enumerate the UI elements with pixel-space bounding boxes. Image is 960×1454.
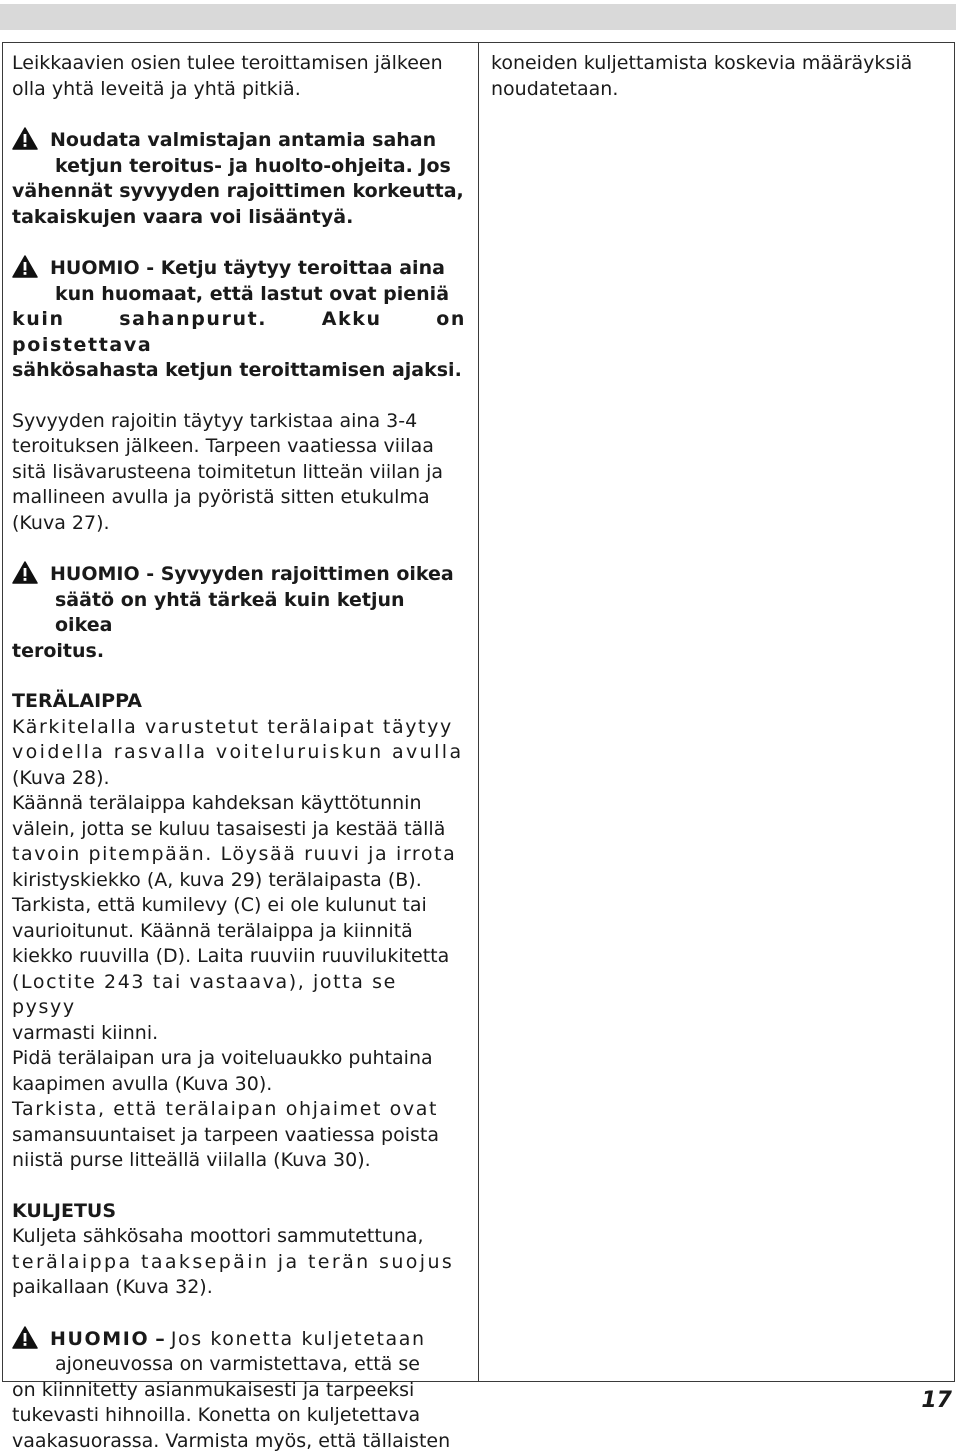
top-header-bar: [0, 4, 956, 30]
text-line: Käännä terälaippa kahdeksan käyttötunnin: [12, 791, 466, 817]
text-line: Syvyyden rajoitin täytyy tarkistaa aina 3-4: [12, 409, 466, 435]
text-line: kaapimen avulla (Kuva 30).: [12, 1072, 466, 1098]
text-line: HUOMIO - Ketju täytyy teroittaa aina: [50, 257, 445, 279]
warning-block-transport: [12, 1326, 466, 1454]
text-line: teroituksen jälkeen. Tarpeen vaatiessa viilaa: [12, 434, 466, 460]
text-line: tavoin pitempään. Löysää ruuvi ja irrota: [12, 842, 466, 868]
text-line: tukevasti hihnoilla. Konetta on kuljetettava: [12, 1403, 466, 1429]
paragraph-transport-regulations: [491, 51, 946, 102]
right-column: [491, 51, 946, 127]
text-line: Noudata valmistajan antamia sahan: [50, 129, 436, 151]
text-line: niistä purse litteällä viilalla (Kuva 30).: [12, 1148, 466, 1174]
text-line: noudatetaan.: [491, 77, 946, 103]
section-heading: KULJETUS: [12, 1199, 466, 1225]
text-line: vaurioitunut. Käännä terälaippa ja kiinnitä: [12, 919, 466, 945]
text-line: paikallaan (Kuva 32).: [12, 1275, 466, 1301]
text-line: HUOMIO - Syvyyden rajoittimen oikea: [50, 563, 454, 585]
text-line: Kärkitelalla varustetut terälaipat täytyy: [12, 715, 466, 741]
column-divider: [478, 42, 479, 1382]
left-column: [12, 51, 466, 1454]
text-line: Kuljeta sähkösaha moottori sammutettuna,: [12, 1224, 466, 1250]
warning-triangle-icon: [12, 255, 38, 278]
warning-block-sharpen-chain: [12, 255, 466, 384]
text-line: kiristyskiekko (A, kuva 29) terälaipasta (B).: [12, 868, 466, 894]
paragraph-sharpening-intro: [12, 51, 466, 102]
text-line: teroitus.: [12, 639, 466, 665]
text-line: koneiden kuljettamista koskevia määräyksiä: [491, 51, 946, 77]
text-line: säätö on yhtä tärkeä kuin ketjun oikea: [12, 588, 466, 639]
text-line: Leikkaavien osien tulee teroittamisen jälkeen: [12, 51, 466, 77]
paragraph-depth-limiter: [12, 409, 466, 537]
text-line: Tarkista, että kumilevy (C) ei ole kulunut tai: [12, 893, 466, 919]
text-line: olla yhtä leveitä ja yhtä pitkiä.: [12, 77, 466, 103]
text-line: kuin sahanpurut. Akku on poistettava: [12, 307, 466, 358]
text-line: vaakasuorassa. Varmista myös, että tällaisten: [12, 1429, 466, 1454]
text-line: ketjun teroitus- ja huolto-ohjeita. Jos: [12, 154, 466, 180]
text-line: kun huomaat, että lastut ovat pieniä: [12, 282, 466, 308]
text-line: Jos konetta kuljetetaan: [171, 1328, 426, 1350]
section-heading: TERÄLAIPPA: [12, 689, 466, 715]
text-line: ajoneuvossa on varmistettava, että se: [12, 1352, 466, 1378]
text-line: voidella rasvalla voiteluruiskun avulla: [12, 740, 466, 766]
text-line: sähkösahasta ketjun teroittamisen ajaksi.: [12, 358, 466, 384]
page-number: 17: [921, 1388, 952, 1413]
text-line: takaiskujen vaara voi lisääntyä.: [12, 205, 466, 231]
warning-block-manufacturer: [12, 127, 466, 230]
text-line: kiekko ruuvilla (D). Laita ruuviin ruuvilukitetta: [12, 944, 466, 970]
warning-triangle-icon: [12, 127, 38, 150]
text-line: varmasti kiinni.: [12, 1021, 466, 1047]
section-guide-bar: [12, 689, 466, 1174]
text-line: (Kuva 27).: [12, 511, 466, 537]
text-line: terälaippa taaksepäin ja terän suojus: [12, 1250, 466, 1276]
text-line: välein, jotta se kuluu tasaisesti ja kestää tällä: [12, 817, 466, 843]
warning-lead: HUOMIO: [50, 1328, 149, 1350]
text-line: Tarkista, että terälaipan ohjaimet ovat: [12, 1097, 466, 1123]
text-line: (Kuva 28).: [12, 766, 466, 792]
warning-block-depth-limiter: [12, 561, 466, 664]
text-line: samansuuntaiset ja tarpeen vaatiessa poista: [12, 1123, 466, 1149]
text-line: vähennät syvyyden rajoittimen korkeutta,: [12, 179, 466, 205]
warning-triangle-icon: [12, 561, 38, 584]
warning-dash: –: [155, 1328, 165, 1350]
text-line: on kiinnitetty asianmukaisesti ja tarpeeksi: [12, 1378, 466, 1404]
text-line: sitä lisävarusteena toimitetun litteän viilan ja: [12, 460, 466, 486]
text-line: (Loctite 243 tai vastaava), jotta se pysyy: [12, 970, 466, 1021]
text-line: mallineen avulla ja pyöristä sitten etukulma: [12, 485, 466, 511]
text-line: Pidä terälaipan ura ja voiteluaukko puhtaina: [12, 1046, 466, 1072]
warning-triangle-icon: [12, 1326, 38, 1349]
section-transport: [12, 1199, 466, 1301]
